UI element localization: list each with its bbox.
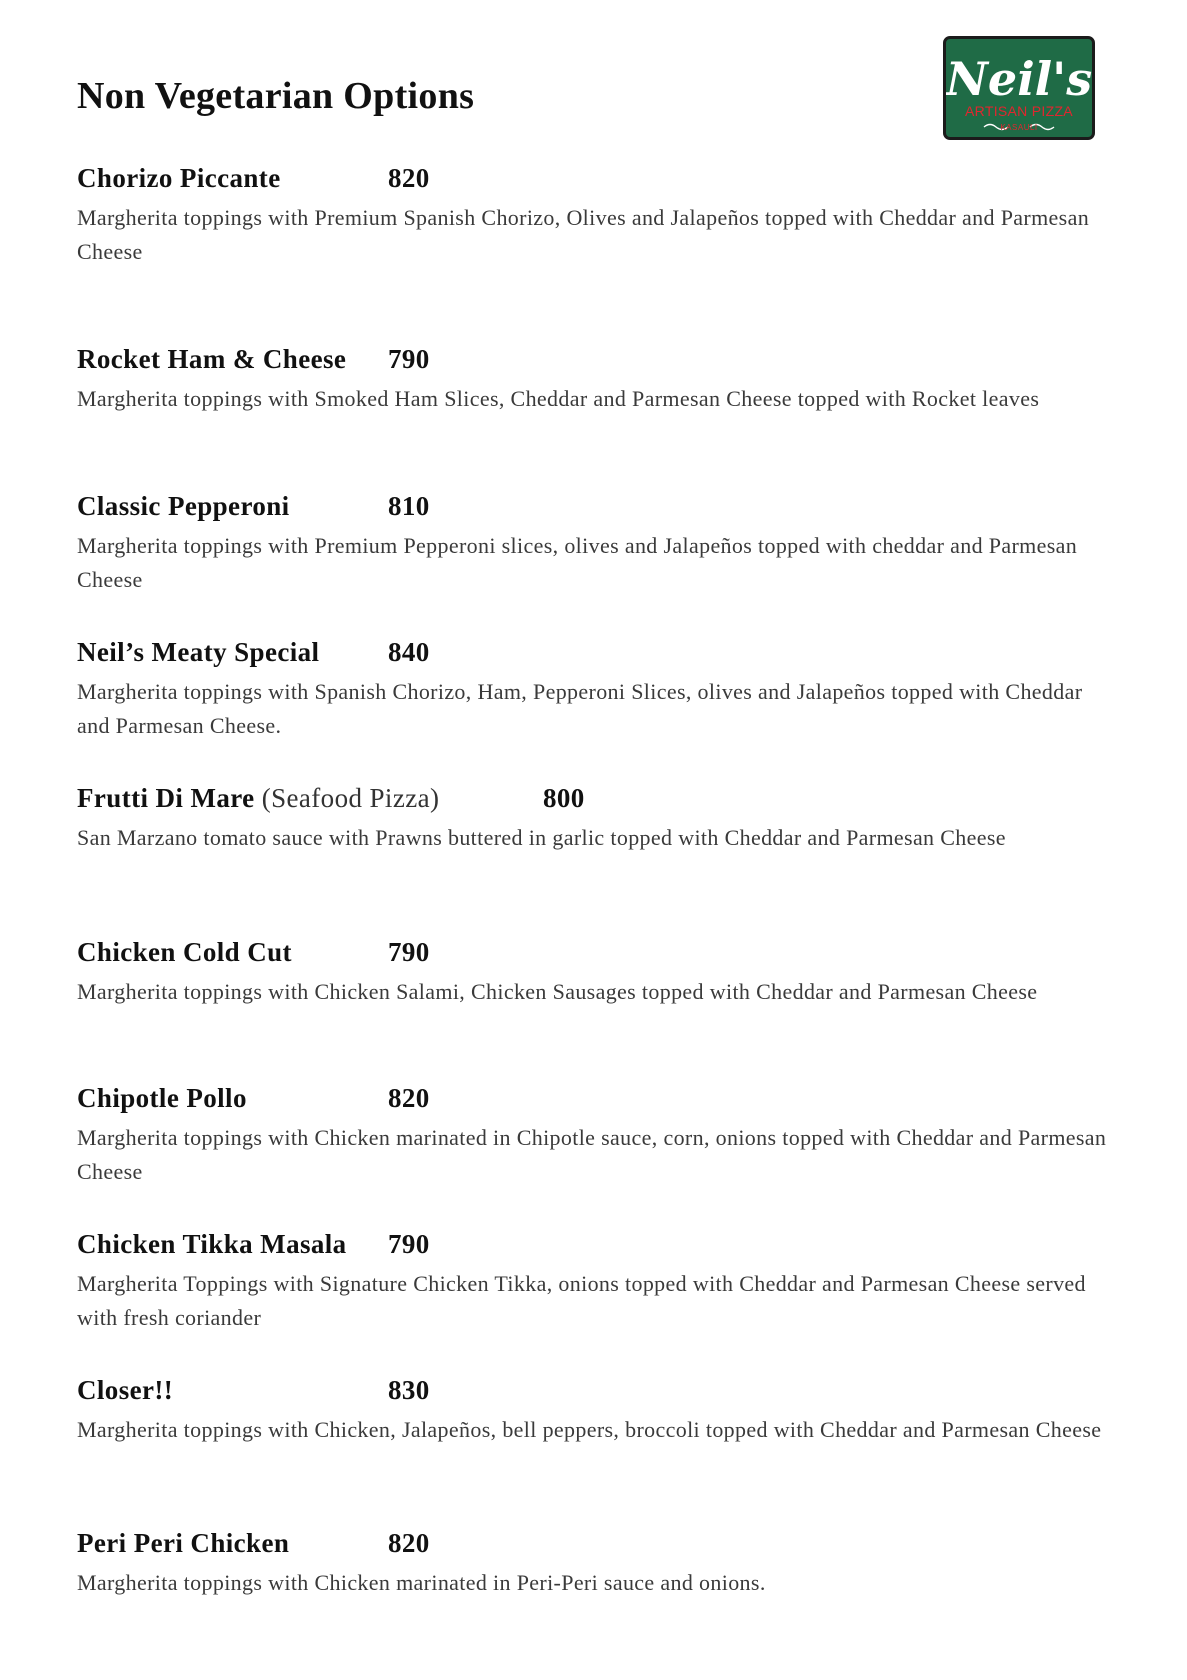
item-name: Rocket Ham & Cheese (77, 344, 347, 374)
item-description: San Marzano tomato sauce with Prawns buttered in garlic topped with Cheddar and Parmesan Cheese (77, 825, 1006, 850)
menu-item (77, 783, 1117, 855)
item-price: 820 (388, 163, 430, 193)
item-name: Neil’s Meaty Special (77, 637, 320, 667)
item-name: Chicken Cold Cut (77, 937, 292, 967)
item-name: Closer!! (77, 1375, 174, 1405)
item-description: Margherita toppings with Smoked Ham Slices, Cheddar and Parmesan Cheese topped with Rocket leaves (77, 386, 1040, 411)
menu-item (77, 1229, 1117, 1335)
item-name: Chorizo Piccante (77, 163, 281, 193)
menu-item (77, 344, 1117, 416)
item-price: 840 (388, 637, 430, 667)
item-price: 790 (388, 344, 430, 374)
menu-item (77, 637, 1117, 743)
item-description: Margherita toppings with Chicken Salami, Chicken Sausages topped with Cheddar and Parmesan Cheese (77, 979, 1038, 1004)
item-description: Margherita toppings with Chicken marinated in Chipotle sauce, corn, onions topped with Cheddar and Parmesan Cheese (77, 1125, 1107, 1184)
item-name-suffix: (Seafood Pizza) (261, 783, 440, 813)
item-name: Classic Pepperoni (77, 491, 290, 521)
logo-tagline: ARTISAN PIZZA (965, 103, 1073, 119)
item-price: 810 (388, 491, 430, 521)
item-name: Chicken Tikka Masala (77, 1229, 347, 1259)
menu-item (77, 937, 1117, 1009)
item-description: Margherita toppings with Chicken marinated in Peri-Peri sauce and onions. (77, 1570, 766, 1595)
item-description: Margherita toppings with Chicken, Jalapeños, bell peppers, broccoli topped with Cheddar and Parmesan Cheese (77, 1417, 1102, 1442)
item-price: 790 (388, 1229, 430, 1259)
item-description: Margherita Toppings with Signature Chicken Tikka, onions topped with Cheddar and Parmesan Cheese served with fresh coriander (77, 1271, 1086, 1330)
menu-item (77, 1083, 1117, 1189)
item-name: Chipotle Pollo (77, 1083, 247, 1113)
item-name (77, 783, 439, 814)
item-price: 820 (388, 1083, 430, 1113)
logo-brand-text: Neil's (946, 52, 1092, 106)
item-price: 820 (388, 1528, 430, 1558)
item-name: Peri Peri Chicken (77, 1528, 290, 1558)
menu-item (77, 1528, 1117, 1600)
logo-location: KASAULI (1000, 123, 1038, 132)
menu-item (77, 491, 1117, 597)
item-description: Margherita toppings with Premium Pepperoni slices, olives and Jalapeños topped with cheddar and Parmesan Cheese (77, 533, 1078, 592)
item-description: Margherita toppings with Spanish Chorizo, Ham, Pepperoni Slices, olives and Jalapeños topped with Cheddar and Parmesan Cheese. (77, 679, 1083, 738)
page-title: Non Vegetarian Options (77, 75, 475, 117)
item-price: 790 (388, 937, 430, 967)
item-price: 800 (543, 783, 585, 813)
neils-logo (943, 36, 1095, 140)
item-description: Margherita toppings with Premium Spanish Chorizo, Olives and Jalapeños topped with Cheddar and Parmesan Cheese (77, 205, 1090, 264)
menu-item (77, 1375, 1117, 1447)
item-price: 830 (388, 1375, 430, 1405)
menu-item (77, 163, 1117, 269)
item-name-text: Frutti Di Mare (77, 783, 255, 813)
